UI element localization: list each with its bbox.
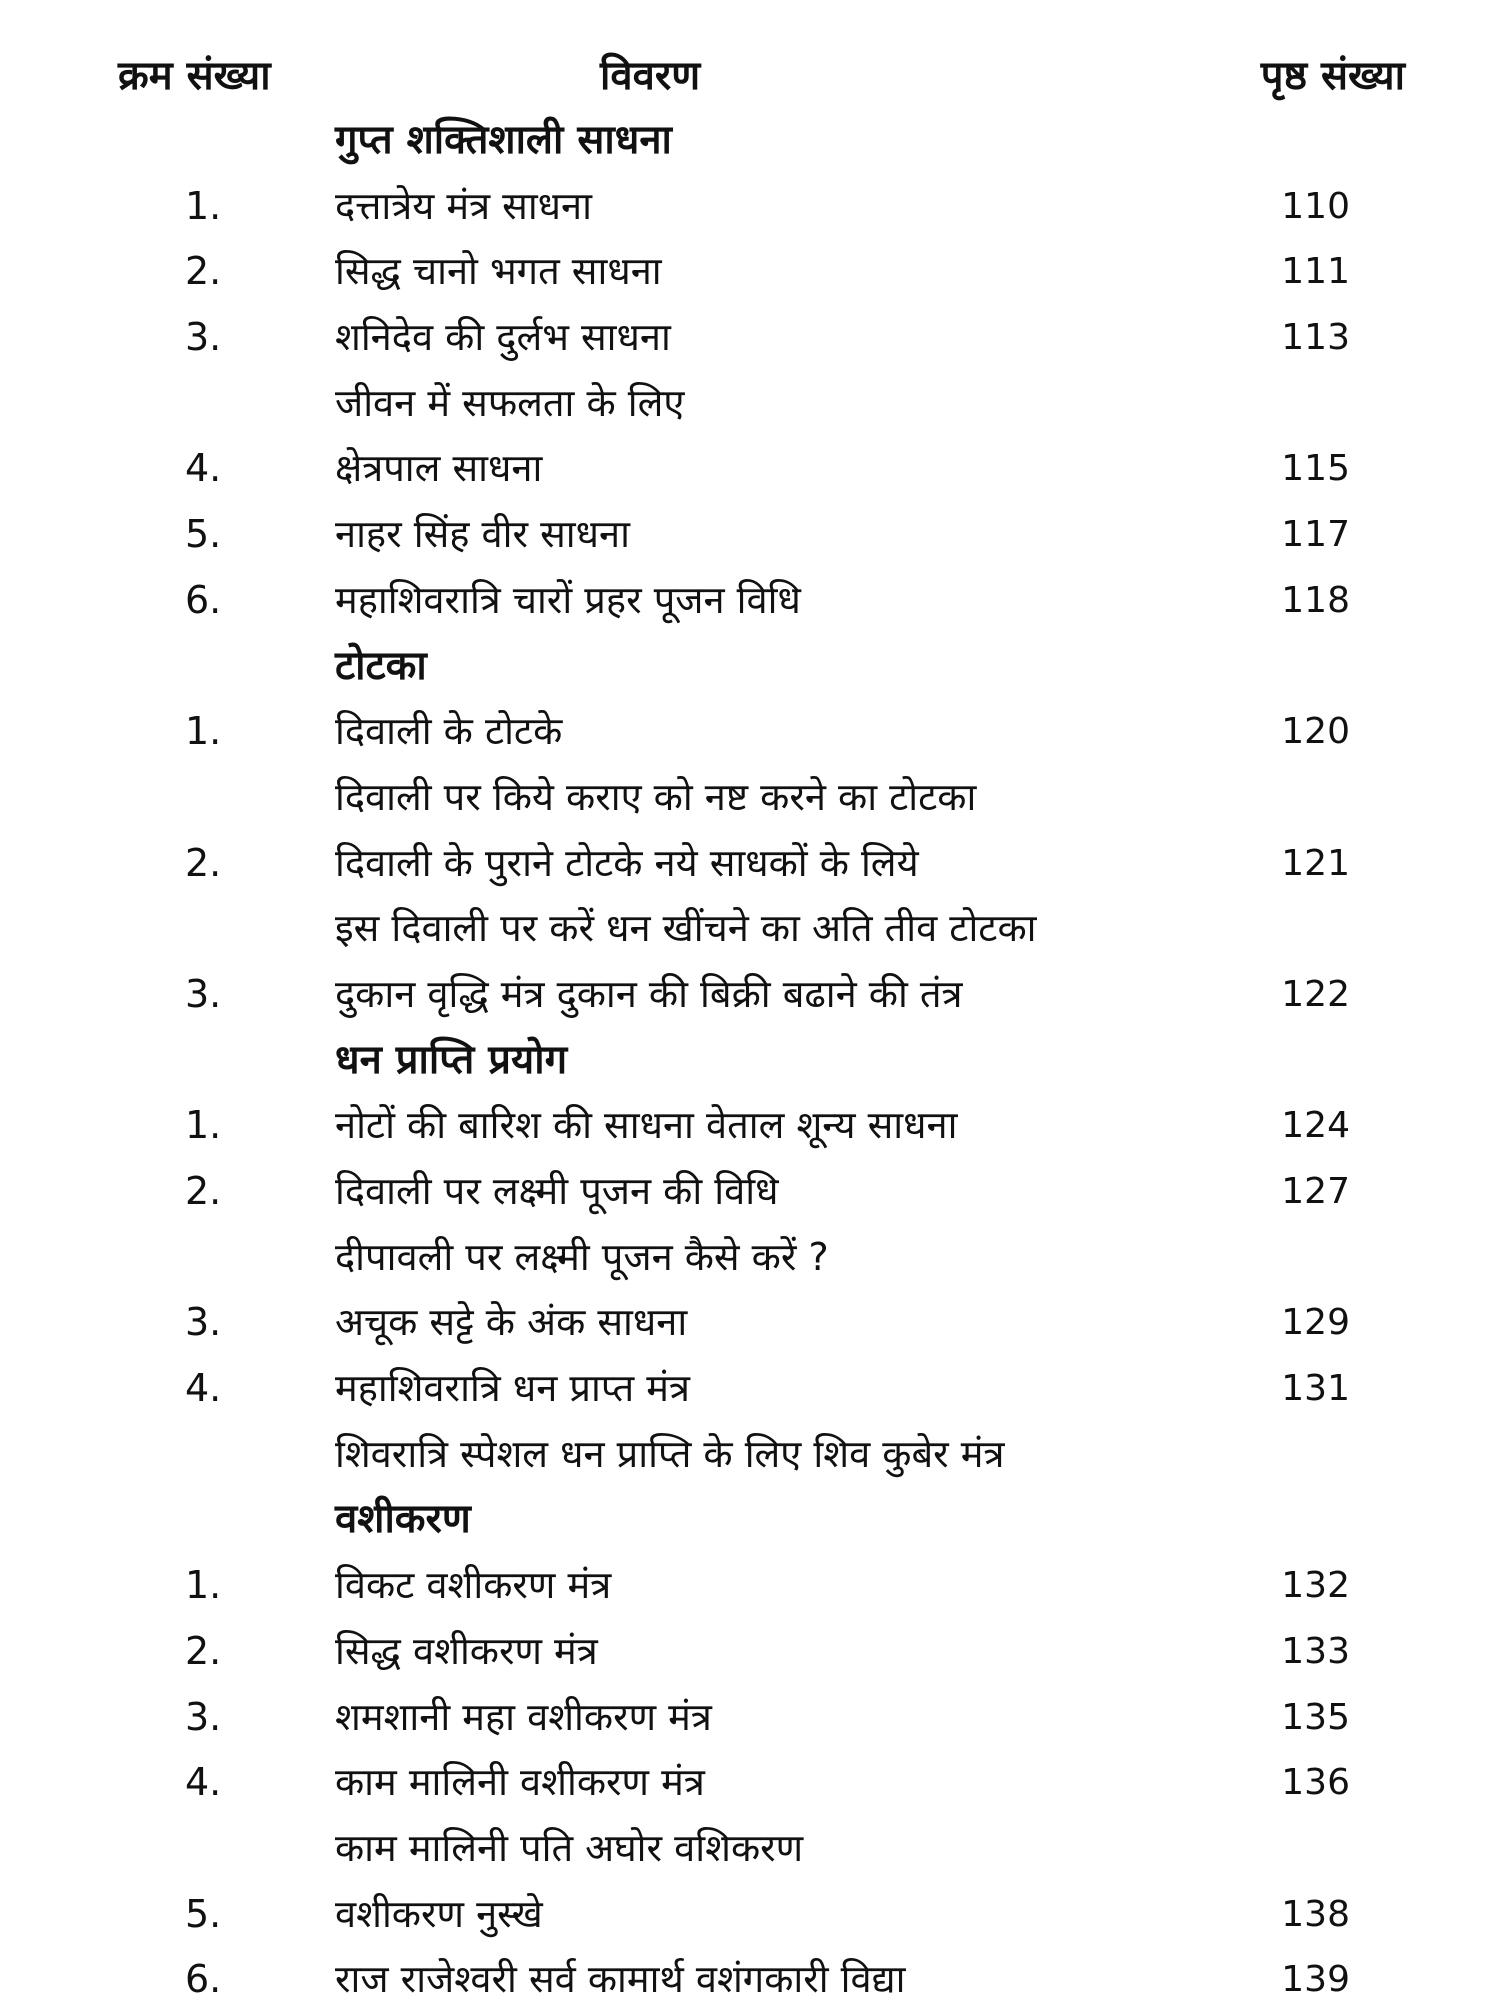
row-page: 113: [1281, 317, 1350, 359]
row-page: 124: [1281, 1105, 1350, 1147]
row-page: 117: [1281, 514, 1350, 556]
row-serial: 5.: [185, 1891, 222, 1936]
toc-row: [0, 305, 1500, 371]
toc-row: [0, 436, 1500, 502]
row-description: काम मालिनी वशीकरण मंत्र: [335, 1760, 705, 1805]
row-description: विकट वशीकरण मंत्र: [335, 1563, 612, 1608]
row-page: 135: [1281, 1696, 1350, 1738]
row-page: 132: [1281, 1565, 1350, 1607]
row-description: अचूक सट्टे के अंक साधना: [335, 1300, 688, 1345]
row-page: 133: [1281, 1630, 1350, 1672]
row-page: 111: [1281, 251, 1350, 293]
toc-row: [0, 1159, 1500, 1225]
row-description: नोटों की बारिश की साधना वेताल शून्य साधना: [335, 1103, 958, 1148]
toc-row: [0, 1093, 1500, 1159]
row-serial: 3.: [185, 1694, 222, 1739]
row-serial: 3.: [185, 315, 222, 360]
row-description: दीपावली पर लक्ष्मी पूजन कैसे करें ?: [335, 1234, 829, 1279]
toc-subline-row: [0, 371, 1500, 437]
section-heading-row: [0, 1028, 1500, 1094]
toc-row: [0, 1619, 1500, 1685]
row-page: 131: [1281, 1368, 1350, 1410]
toc-row: [0, 1356, 1500, 1422]
row-page: 139: [1281, 1959, 1350, 2001]
section-heading: धन प्राप्ति प्रयोग: [335, 1036, 568, 1083]
row-serial: 4.: [185, 446, 222, 491]
row-description: शमशानी महा वशीकरण मंत्र: [335, 1694, 712, 1739]
row-description: दिवाली पर किये कराए को नष्ट करने का टोटका: [335, 774, 977, 819]
row-page: 115: [1281, 448, 1350, 490]
row-description: दिवाली पर लक्ष्मी पूजन की विधि: [335, 1169, 779, 1213]
row-serial: 6.: [185, 577, 222, 622]
toc-row: [0, 1290, 1500, 1356]
row-description: दिवाली के पुराने टोटके नये साधकों के लिये: [335, 840, 919, 885]
row-page: 136: [1281, 1762, 1350, 1804]
row-description: महाशिवरात्रि चारों प्रहर पूजन विधि: [335, 577, 801, 622]
row-description: क्षेत्रपाल साधना: [335, 446, 543, 491]
row-description: वशीकरण नुस्खे: [335, 1891, 543, 1936]
toc-row: [0, 831, 1500, 897]
row-description: काम मालिनी पति अघोर वशिकरण: [335, 1825, 804, 1870]
row-serial: 4.: [185, 1760, 222, 1805]
toc-subline-row: [0, 1816, 1500, 1882]
section-heading: गुप्त शक्तिशाली साधना: [335, 117, 672, 163]
row-serial: 5.: [185, 512, 222, 557]
row-serial: 2.: [185, 1169, 222, 1213]
toc-subline-row: [0, 896, 1500, 962]
row-description: इस दिवाली पर करें धन खींचने का अति तीव टोटका: [335, 906, 1037, 951]
row-serial: 2.: [185, 249, 222, 294]
row-page: 110: [1281, 185, 1350, 227]
row-description: शिवरात्रि स्पेशल धन प्राप्ति के लिए शिव कुबेर मंत्र: [335, 1431, 1005, 1476]
serial-number-header: क्रम संख्या: [118, 53, 271, 99]
toc-row: [0, 1882, 1500, 1948]
row-serial: 4.: [185, 1366, 222, 1411]
row-page: 118: [1281, 579, 1350, 621]
row-description: सिद्ध वशीकरण मंत्र: [335, 1628, 598, 1673]
row-page: 129: [1281, 1302, 1350, 1344]
row-page: 138: [1281, 1893, 1350, 1935]
row-serial: 2.: [185, 840, 222, 885]
row-page: 120: [1281, 711, 1350, 753]
toc-row: [0, 174, 1500, 240]
row-description: दिवाली के टोटके: [335, 709, 563, 754]
row-page: 121: [1281, 842, 1350, 884]
toc-row: [0, 1685, 1500, 1751]
row-description: शनिदेव की दुर्लभ साधना: [335, 315, 671, 360]
row-description: जीवन में सफलता के लिए: [335, 380, 685, 425]
section-heading: टोटका: [335, 642, 427, 689]
row-page: 122: [1281, 973, 1350, 1015]
section-heading: वशीकरण: [335, 1496, 471, 1543]
toc-row: [0, 1947, 1500, 2013]
row-serial: 6.: [185, 1957, 222, 2002]
toc-subline-row: [0, 1422, 1500, 1488]
row-description: महाशिवरात्रि धन प्राप्त मंत्र: [335, 1366, 690, 1411]
section-heading-row: [0, 108, 1500, 174]
toc-subline-row: [0, 765, 1500, 831]
toc-row: [0, 699, 1500, 765]
row-description: नाहर सिंह वीर साधना: [335, 512, 630, 557]
row-page: 127: [1281, 1171, 1350, 1212]
toc-row: [0, 1553, 1500, 1619]
toc-row: [0, 502, 1500, 568]
toc-row: [0, 1750, 1500, 1816]
row-description: राज राजेश्वरी सर्व कामार्थ वशंगकारी विद्या: [335, 1957, 906, 2002]
row-serial: 3.: [185, 971, 222, 1016]
row-serial: 2.: [185, 1628, 222, 1673]
row-description: सिद्ध चानो भगत साधना: [335, 249, 662, 294]
row-description: दुकान वृद्धि मंत्र दुकान की बिक्री बढाने की तंत्र: [335, 971, 963, 1016]
toc-subline-row: [0, 1225, 1500, 1291]
row-serial: 3.: [185, 1300, 222, 1345]
row-serial: 1.: [185, 1103, 222, 1148]
row-serial: 1.: [185, 709, 222, 754]
toc-row: [0, 239, 1500, 305]
description-header: विवरण: [600, 53, 701, 99]
page-number-header: पृष्ठ संख्या: [1260, 53, 1405, 99]
row-serial: 1.: [185, 1563, 222, 1608]
toc-rows: [0, 108, 1500, 2013]
section-heading-row: [0, 634, 1500, 700]
row-description: दत्तात्रेय मंत्र साधना: [335, 183, 592, 228]
table-header: [0, 38, 1500, 108]
section-heading-row: [0, 1487, 1500, 1553]
toc-row: [0, 962, 1500, 1028]
toc-row: [0, 568, 1500, 634]
row-serial: 1.: [185, 183, 222, 228]
